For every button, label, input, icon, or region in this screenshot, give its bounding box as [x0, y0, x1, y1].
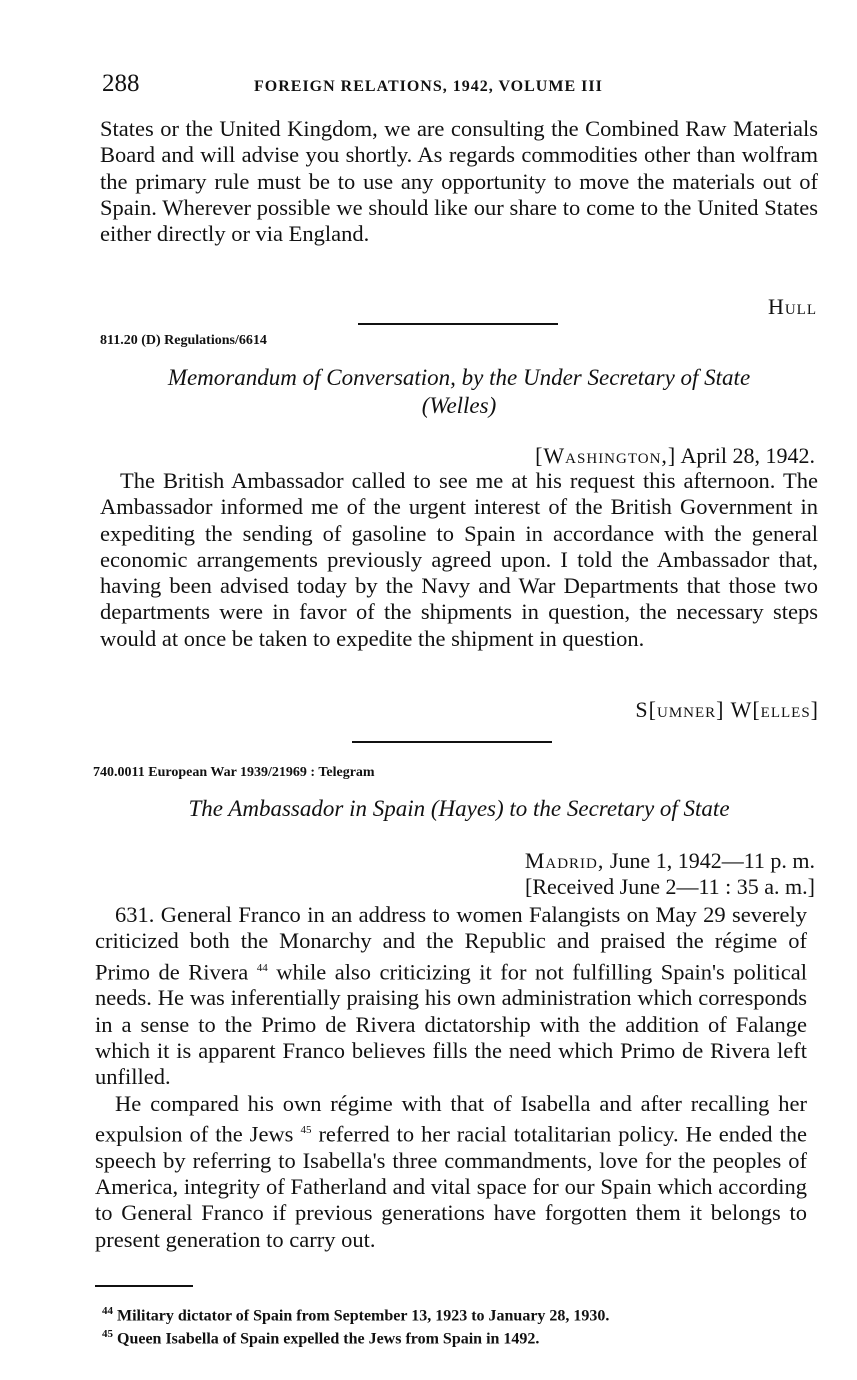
footnote-text: Queen Isabella of Spain expelled the Jews from Spain in 1492.: [117, 1330, 540, 1348]
doc2-file-number: 811.20 (D) Regulations/6614: [100, 333, 267, 348]
doc2-dateline: [535, 443, 815, 469]
doc3-para2-text-b: referred to her racial totalitarian policy. He ended the speech by referring to Isabella's three commandments, love for the peoples of America, integrity of Fatherland and vital space for our Spain which according to General Franco if previous generations have forgotten them it belongs to present generation to carry out.: [95, 1121, 808, 1252]
doc3-body: [95, 902, 807, 1253]
doc2-dateline-date: April 28, 1942.: [680, 443, 815, 468]
doc3-received: [Received June 2—11 : 35 a. m.]: [525, 874, 815, 899]
doc3-paragraph-2: [95, 1091, 807, 1253]
doc2-title: [100, 364, 818, 420]
doc2-title-line2: (Welles): [421, 393, 497, 418]
doc3-para2-text-a: He compared his own régime with that of Isabella and after recalling her expulsion of the Jews: [95, 1090, 807, 1147]
doc2-dateline-place: [Washington,]: [535, 443, 677, 468]
section1-paragraph: States or the United Kingdom, we are consulting the Combined Raw Materials Board and will advise you shortly. As regards commodities other than wolfram the primary rule must be to use any opportunity to move the materials out of Spain. Wherever possible we should like our share to come to the United States either directly or via England.: [100, 116, 818, 247]
doc2-signature: S[umner] W[elles]: [635, 697, 819, 722]
footnote-ref-44: 44: [256, 961, 268, 974]
footnote-mark: 45: [102, 1328, 113, 1341]
separator-rule: [352, 741, 552, 743]
footnote-ref-45: 45: [300, 1123, 312, 1136]
footnote-44: [102, 1302, 802, 1325]
doc3-para1-text-b: while also criticizing it for not fulfilling Spain's political needs. He was inferentially praising his own administration which corresponds in a sense to the Primo de Rivera dictatorship with the addition of Falange which it is apparent Franco believes fills the need which Primo de Rivera left unfilled.: [95, 959, 808, 1090]
separator-rule: [358, 323, 558, 325]
running-title: FOREIGN RELATIONS, 1942, VOLUME III: [254, 78, 603, 95]
doc3-dateline-place: Madrid,: [524, 848, 605, 873]
section1-signature: Hull: [767, 294, 817, 319]
footnote-mark: 44: [102, 1305, 113, 1317]
section1-body: [100, 116, 818, 247]
doc3-paragraph-1: [95, 902, 807, 1091]
doc3-dateline-time: June 1, 1942—11 p. m.: [609, 848, 815, 873]
page-header: [102, 70, 814, 104]
doc3-title: The Ambassador in Spain (Hayes) to the Secretary of State: [188, 796, 730, 821]
footnote-text: Military dictator of Spain from September 13, 1923 to January 28, 1930.: [117, 1307, 610, 1325]
doc2-body: [100, 468, 818, 652]
doc3-dateline: [525, 848, 815, 900]
page-number: 288: [102, 70, 140, 97]
doc2-title-line1: Memorandum of Conversation, by the Under Secretary of State: [167, 365, 751, 390]
footnotes: [102, 1302, 802, 1349]
doc3-file-number: 740.0011 European War 1939/21969 : Telegram: [93, 765, 375, 780]
footnote-rule: [95, 1285, 193, 1287]
footnote-45: [102, 1325, 802, 1348]
doc2-paragraph: The British Ambassador called to see me at his request this afternoon. The Ambassador informed me of the urgent interest of the British Government in expediting the sending of gasoline to Spain in accordance with the general economic arrangements previously agreed upon. I told the Ambassador that, having been advised today by the Navy and War Departments that those two departments were in favor of the shipments in question, the necessary steps would at once be taken to expedite the shipment in question.: [100, 468, 818, 651]
doc3-para1-text-a: 631. General Franco in an address to women Falangists on May 29 severely criticized both the Monarchy and the Republic and praised the régime of Primo de Rivera: [95, 902, 807, 985]
